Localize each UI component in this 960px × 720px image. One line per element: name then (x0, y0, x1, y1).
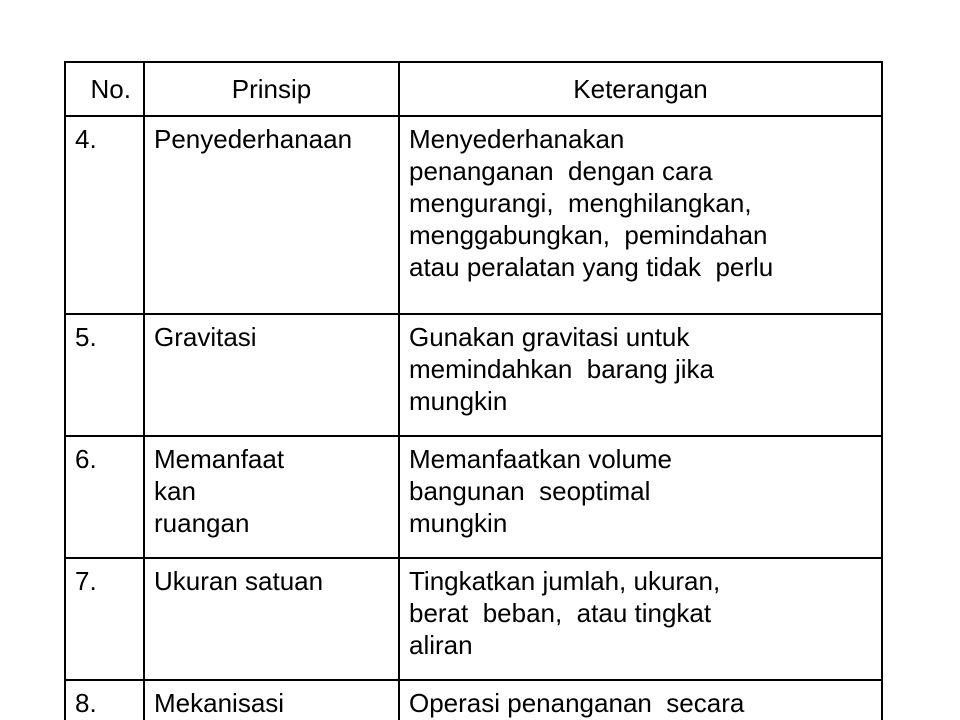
prinsip-line: Gravitasi (154, 322, 257, 352)
keterangan-line: menggabungkan, pemindahan (409, 220, 768, 250)
row-keterangan (399, 116, 882, 314)
row-keterangan (399, 680, 882, 720)
table-row (65, 680, 882, 720)
keterangan-line: berat beban, atau tingkat (409, 598, 712, 628)
prinsip-line: ruangan (154, 508, 250, 538)
row-keterangan (399, 436, 882, 558)
keterangan-line: mungkin (409, 508, 508, 538)
keterangan-line: Operasi penanganan secara (409, 688, 745, 718)
row-prinsip (144, 116, 399, 314)
prinsip-line: Ukuran satuan (154, 566, 324, 596)
table-body (65, 116, 882, 720)
keterangan-line: Memanfaatkan volume (409, 444, 673, 474)
prinsip-line: kan (154, 476, 196, 506)
prinsip-line: Penyederhanaan (154, 124, 353, 154)
table-row (65, 116, 882, 314)
keterangan-line: memindahkan barang jika (409, 354, 714, 384)
keterangan-line: Gunakan gravitasi untuk (409, 322, 690, 352)
header-no: No. (65, 62, 144, 116)
keterangan-line: Tingkatkan jumlah, ukuran, (409, 566, 721, 596)
table-row (65, 314, 882, 436)
row-number: 5. (65, 314, 144, 436)
keterangan-line: mungkin (409, 386, 508, 416)
row-prinsip (144, 436, 399, 558)
keterangan-line: penanganan dengan cara (409, 156, 713, 186)
row-keterangan (399, 558, 882, 680)
keterangan-line: aliran (409, 630, 473, 660)
prinsip-line: Mekanisasi (154, 688, 285, 718)
row-prinsip (144, 314, 399, 436)
table-row (65, 436, 882, 558)
header-row (65, 62, 882, 116)
keterangan-line: atau peralatan yang tidak perlu (409, 252, 774, 282)
keterangan-line: Menyederhanakan (409, 124, 625, 154)
principles-table (64, 61, 883, 720)
row-prinsip (144, 680, 399, 720)
keterangan-line: bangunan seoptimal (409, 476, 651, 506)
prinsip-line: Memanfaat (154, 444, 285, 474)
row-number: 4. (65, 116, 144, 314)
row-keterangan (399, 314, 882, 436)
table-row (65, 558, 882, 680)
header-keterangan: Keterangan (399, 62, 882, 116)
keterangan-line: mengurangi, menghilangkan, (409, 188, 752, 218)
row-number: 6. (65, 436, 144, 558)
header-prinsip: Prinsip (144, 62, 399, 116)
row-prinsip (144, 558, 399, 680)
row-number: 7. (65, 558, 144, 680)
table-header (65, 62, 882, 116)
row-number: 8. (65, 680, 144, 720)
